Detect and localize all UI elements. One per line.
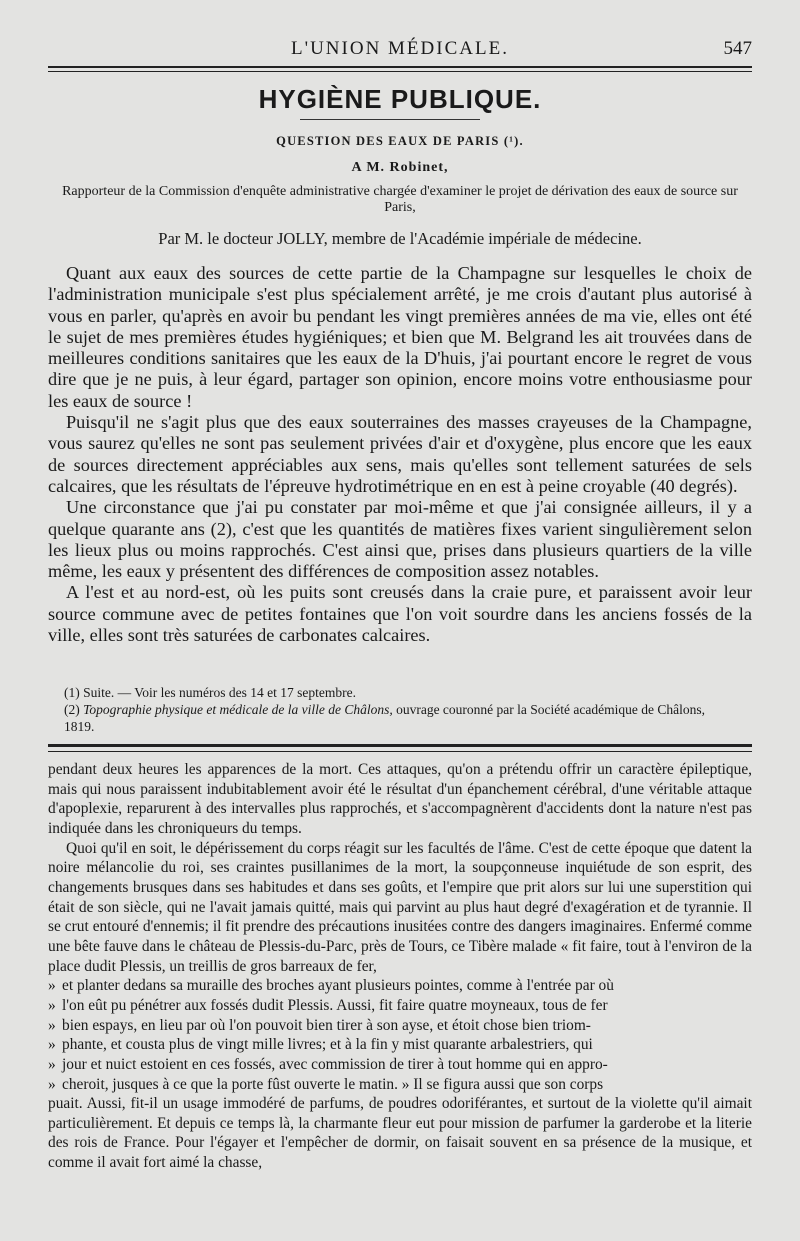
quote-mark: » [48, 1055, 56, 1073]
section-title: HYGIÈNE PUBLIQUE. [258, 84, 542, 114]
feuilleton-divider [48, 744, 752, 752]
running-header [48, 38, 752, 68]
footnotes [64, 684, 736, 735]
journal-title: L'UNION MÉDICALE. [291, 38, 509, 59]
article-paragraph: Puisqu'il ne s'agit plus que des eaux souterraines des masses crayeuses de la Champagne, vous saurez qu'elles ne sont pas seulement privées d'air et d'oxygène, plus encore que les eaux de sources directement appréciables aux sens, mais qu'elles sont tellement saturées de sels calcaires, que les résultats de l'épreuve hydrotimétrique en en est à peine croyable (40 degrés). [48, 412, 752, 496]
quoted-line: » bien espays, en lieu par où l'on pouvoit bien tirer à son ayse, et étoit chose bien triom- [48, 1016, 591, 1034]
article-question: QUESTION DES EAUX DE PARIS (¹). [276, 134, 524, 148]
footnote-2-text: ouvrage couronné par la Société académique de Châlons, 1819. [64, 702, 705, 734]
page-number: 547 [723, 38, 752, 59]
footnote-1: (1) Suite. — Voir les numéros des 14 et 17 septembre. [64, 685, 356, 700]
footnote-2 [64, 701, 736, 735]
quote-mark: » [48, 1036, 56, 1054]
quoted-line: » phante, et cousta plus de vingt mille livres; et à la fin y mist quarante arbalestriers, qui [48, 1036, 593, 1054]
quote-mark: » [48, 1016, 56, 1034]
feuilleton-paragraph: pendant deux heures les apparences de la mort. Ces attaques, qu'on a prétendu offrir un caractère épileptique, mais qui nous paraissent indubitablement avoir été le résultat d'un épanchement cérébral, d'une véritable attaque d'apoplexie, reparurent à des intervalles plus rapprochés, et s'accompagnèrent d'accidents dont la nature n'est pas indiquée dans les chroniqueurs du temps. [48, 761, 752, 837]
article-paragraph: A l'est et au nord-est, où les puits sont creusés dans la craie pure, et paraissent avoir leur source commune avec de petites fontaines que l'on voit sourdre dans les anciens fossés de la ville, elles sont très saturées de carbonates calcaires. [48, 582, 752, 646]
feuilleton-paragraph: Quoi qu'il en soit, le dépérissement du corps réagit sur les facultés de l'âme. C'est de cette époque que datent la noire mélancolie du roi, ses craintes pusillanimes de la mort, la soupçonneuse inquiétude de son esprit, des changements brusques dans ses habitudes et dans ses goûts, et l'empire que prit alors sur lui une superstition qui était de son siècle, qui ne l'avait jamais quitté, mais qui parvint au plus haut degré d'exagération et de tyrannie. Il se crut entouré d'ennemis; il fit prendre des précautions inusitées contre des dangers imaginaires. Enfermé comme une bête fauve dans le château de Plessis-du-Parc, près de Tours, ce Tibère malade « fit faire, tout à l'environ de la place dudit Plessis, un treillis de gros barreaux de fer, [48, 839, 752, 975]
title-underline [300, 119, 480, 120]
rapporteur-line: Rapporteur de la Commission d'enquête administrative chargée d'examiner le projet de dérivation des eaux de source sur Paris, [62, 184, 738, 215]
feuilleton-body [48, 760, 752, 1173]
footnote-2-marker: (2) [64, 702, 84, 717]
quote-mark: » [48, 996, 56, 1014]
quoted-line: » cheroit, jusques à ce que la porte fûst ouverte le matin. » Il se figura aussi que son corps [48, 1075, 604, 1093]
header-rule [48, 66, 752, 72]
byline: Par M. le docteur JOLLY, membre de l'Académie impériale de médecine. [158, 229, 642, 248]
quoted-line: » et planter dedans sa muraille des broches ayant plusieurs pointes, comme à l'entrée par où [48, 977, 614, 995]
article-body [48, 263, 752, 646]
footnote-2-title: Topographie physique et médicale de la ville de Châlons, [83, 702, 393, 717]
quote-mark: » [48, 1075, 56, 1093]
feuilleton-paragraph: puait. Aussi, fit-il un usage immodéré de parfums, de poudres odoriférantes, et surtout de la violette qu'il aimait particulièrement. Et depuis ce temps là, la charmante fleur eut pour mission de parfumer la garderobe et la literie des rois de France. Pour l'égayer et l'empêcher de dormir, on faisait souvent en sa présence de la musique, et comme il avait fort aimé la chasse, [48, 1095, 752, 1172]
quoted-line: » jour et nuict estoient en ces fossés, avec commission de tirer à tout homme qui en appro- [48, 1055, 608, 1073]
addressee: A M. Robinet, [351, 160, 449, 175]
quoted-line: » l'on eût pu pénétrer aux fossés dudit Plessis. Aussi, fit faire quatre moyneaux, tous de fer [48, 996, 608, 1014]
quoted-passage [48, 976, 752, 1094]
article-paragraph: Une circonstance que j'ai pu constater par moi-même et que j'ai consignée ailleurs, il y a quelque quarante ans (2), c'est que les quantités de matières fixes varient singulièrement selon les lieux plus ou moins rapprochés. C'est ainsi que, prises dans plusieurs quartiers de la ville même, les eaux y présentent des différences de composition assez notables. [48, 497, 752, 582]
article-paragraph: Quant aux eaux des sources de cette partie de la Champagne sur lesquelles le choix de l'administration municipale s'est plus spécialement arrêté, je me crois d'autant plus autorisé à vous en parler, qu'après en avoir bu pendant les vingt premières années de ma vie, elles ont été le sujet de mes premières études hygiéniques; et bien que M. Belgrand les ait trouvées dans de meilleures conditions sanitaires que les eaux de la D'huis, j'ai pourtant encore le regret de vous dire que je ne puis, à leur égard, partager son opinion, encore moins votre enthousiasme pour les eaux de source ! [48, 263, 752, 411]
quote-mark: » [48, 977, 56, 995]
